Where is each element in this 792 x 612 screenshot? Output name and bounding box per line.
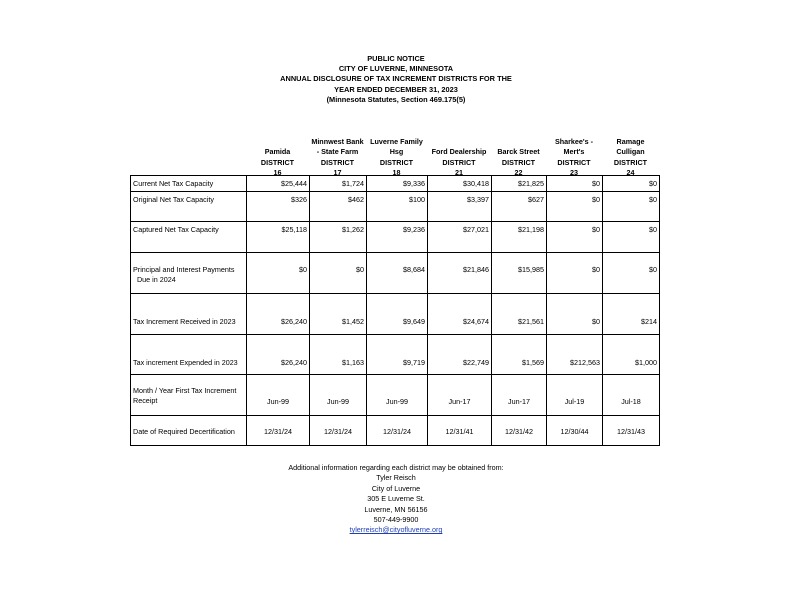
cell-value: $26,240 [247,335,310,375]
district-header [602,137,659,178]
cell-value: $0 [603,222,660,253]
cell-value: Jun-99 [310,375,367,416]
cell-value: $0 [547,222,603,253]
district-header [309,137,366,178]
table-row [131,294,660,335]
cell-value: $0 [547,253,603,294]
cell-value: Jun-99 [247,375,310,416]
cell-value: 12/31/24 [367,416,428,446]
cell-value: $30,418 [428,176,492,192]
cell-value: $22,749 [428,335,492,375]
district-header-line: Sharkee's - [554,137,594,147]
table-row [131,416,660,446]
cell-value: 12/31/42 [492,416,547,446]
district-header-line: 22 [514,167,523,177]
district-header-line: DISTRICT [260,157,295,167]
row-label [131,416,247,446]
cell-value: Jun-99 [367,375,428,416]
table-row [131,222,660,253]
table-row [131,176,660,192]
row-label [131,222,247,253]
cell-value: $462 [310,192,367,222]
cell-value: $21,561 [492,294,547,335]
cell-value: Jun-17 [492,375,547,416]
row-label [131,192,247,222]
district-header-line: DISTRICT [557,157,591,167]
table-row [131,375,660,416]
cell-value: Jul-19 [547,375,603,416]
cell-value: $24,674 [428,294,492,335]
cell-value: $1,452 [310,294,367,335]
row-label [131,176,247,192]
cell-value: 12/31/24 [247,416,310,446]
cell-value: $627 [492,192,547,222]
contact-email-link[interactable]: tylerreisch@cityofluverne.org [349,525,443,535]
cell-value: Jul-18 [603,375,660,416]
cell-value: $1,163 [310,335,367,375]
table-row [131,335,660,375]
notice-city: CITY OF LUVERNE, MINNESOTA [338,64,454,74]
table-row [131,192,660,222]
cell-value: $0 [547,176,603,192]
district-header-line: Pamida [264,147,291,157]
cell-value: 12/31/43 [603,416,660,446]
cell-value: $21,846 [428,253,492,294]
district-header-line: 17 [333,167,342,177]
contact-street: 305 E Luverne St. [367,494,425,504]
cell-value: $0 [547,192,603,222]
district-header-line: Ford Dealership [431,147,487,157]
row-label-line: Receipt [133,396,158,405]
cell-value: $3,397 [428,192,492,222]
row-label-line: Original Net Tax Capacity [133,195,214,204]
row-label [131,294,247,335]
district-header-line: - State Farm [316,147,359,157]
contact-info [0,463,792,536]
row-label [131,253,247,294]
contact-city: Luverne, MN 56156 [364,504,428,514]
row-label-line: Tax increment Expended in 2023 [133,358,238,367]
row-label [131,335,247,375]
cell-value: $1,724 [310,176,367,192]
cell-value: 12/30/44 [547,416,603,446]
cell-value: $212,563 [547,335,603,375]
cell-value: $0 [603,253,660,294]
district-table [130,175,660,446]
district-header-line: Hsg [389,147,404,157]
district-header [246,147,309,178]
row-label-line: Due in 2024 [133,275,176,284]
district-header-line: Mert's [563,147,585,157]
row-label-line: Tax Increment Received in 2023 [133,317,236,326]
cell-value: $0 [247,253,310,294]
cell-value: $21,825 [492,176,547,192]
district-header [546,137,602,178]
cell-value: 12/31/24 [310,416,367,446]
contact-org: City of Luverne [371,483,421,493]
notice-title: PUBLIC NOTICE [367,54,425,63]
table-row [131,253,660,294]
notice-statute: (Minnesota Statutes, Section 469.175(5) [326,94,466,104]
district-header-line: DISTRICT [379,157,414,167]
row-label-line: Principal and Interest Payments [133,265,235,274]
cell-value: Jun-17 [428,375,492,416]
district-header [491,147,546,178]
row-label-line: Captured Net Tax Capacity [133,225,219,234]
district-header-line: 16 [273,167,282,177]
district-header-line: 21 [455,167,463,177]
cell-value: $9,719 [367,335,428,375]
cell-value: $21,198 [492,222,547,253]
district-header [427,147,491,178]
district-header-line: Culligan [616,147,645,157]
contact-name: Tyler Reisch [376,473,416,483]
cell-value: $25,444 [247,176,310,192]
row-label-line: Current Net Tax Capacity [133,179,214,188]
district-header-line: DISTRICT [613,157,648,167]
cell-value: $1,262 [310,222,367,253]
contact-intro: Additional information regarding each district may be obtained from: [288,463,504,472]
district-header-line: DISTRICT [320,157,355,167]
cell-value: $9,336 [367,176,428,192]
cell-value: $0 [547,294,603,335]
notice-year: YEAR ENDED DECEMBER 31, 2023 [334,84,458,94]
cell-value: $26,240 [247,294,310,335]
district-headers [130,136,661,178]
row-label-line: Month / Year First Tax Increment [133,386,237,395]
cell-value: $9,649 [367,294,428,335]
notice-disclosure: ANNUAL DISCLOSURE OF TAX INCREMENT DISTRICTS FOR THE [280,74,512,84]
notice-header [0,54,792,105]
district-header-line: Minnwest Bank [311,137,364,147]
cell-value: $326 [247,192,310,222]
cell-value: 12/31/41 [428,416,492,446]
district-header-line: DISTRICT [442,157,476,167]
row-label [131,375,247,416]
cell-value: $0 [310,253,367,294]
cell-value: $15,985 [492,253,547,294]
district-header-line: Luverne Family [370,137,423,147]
district-header [366,137,427,178]
cell-value: $8,684 [367,253,428,294]
cell-value: $1,000 [603,335,660,375]
cell-value: $0 [603,192,660,222]
cell-value: $1,569 [492,335,547,375]
cell-value: $214 [603,294,660,335]
district-header-line: DISTRICT [501,157,536,167]
district-header-line: 24 [626,167,635,177]
cell-value: $27,021 [428,222,492,253]
contact-phone: 507-449-9900 [373,515,419,525]
cell-value: $0 [603,176,660,192]
district-header-line: Ramage [616,137,645,147]
cell-value: $9,236 [367,222,428,253]
district-header-line: Barck Street [497,147,540,157]
cell-value: $25,118 [247,222,310,253]
cell-value: $100 [367,192,428,222]
district-header-line: 18 [392,167,401,177]
row-label-line: Date of Required Decertification [133,427,235,436]
district-header-line: 23 [570,167,578,177]
